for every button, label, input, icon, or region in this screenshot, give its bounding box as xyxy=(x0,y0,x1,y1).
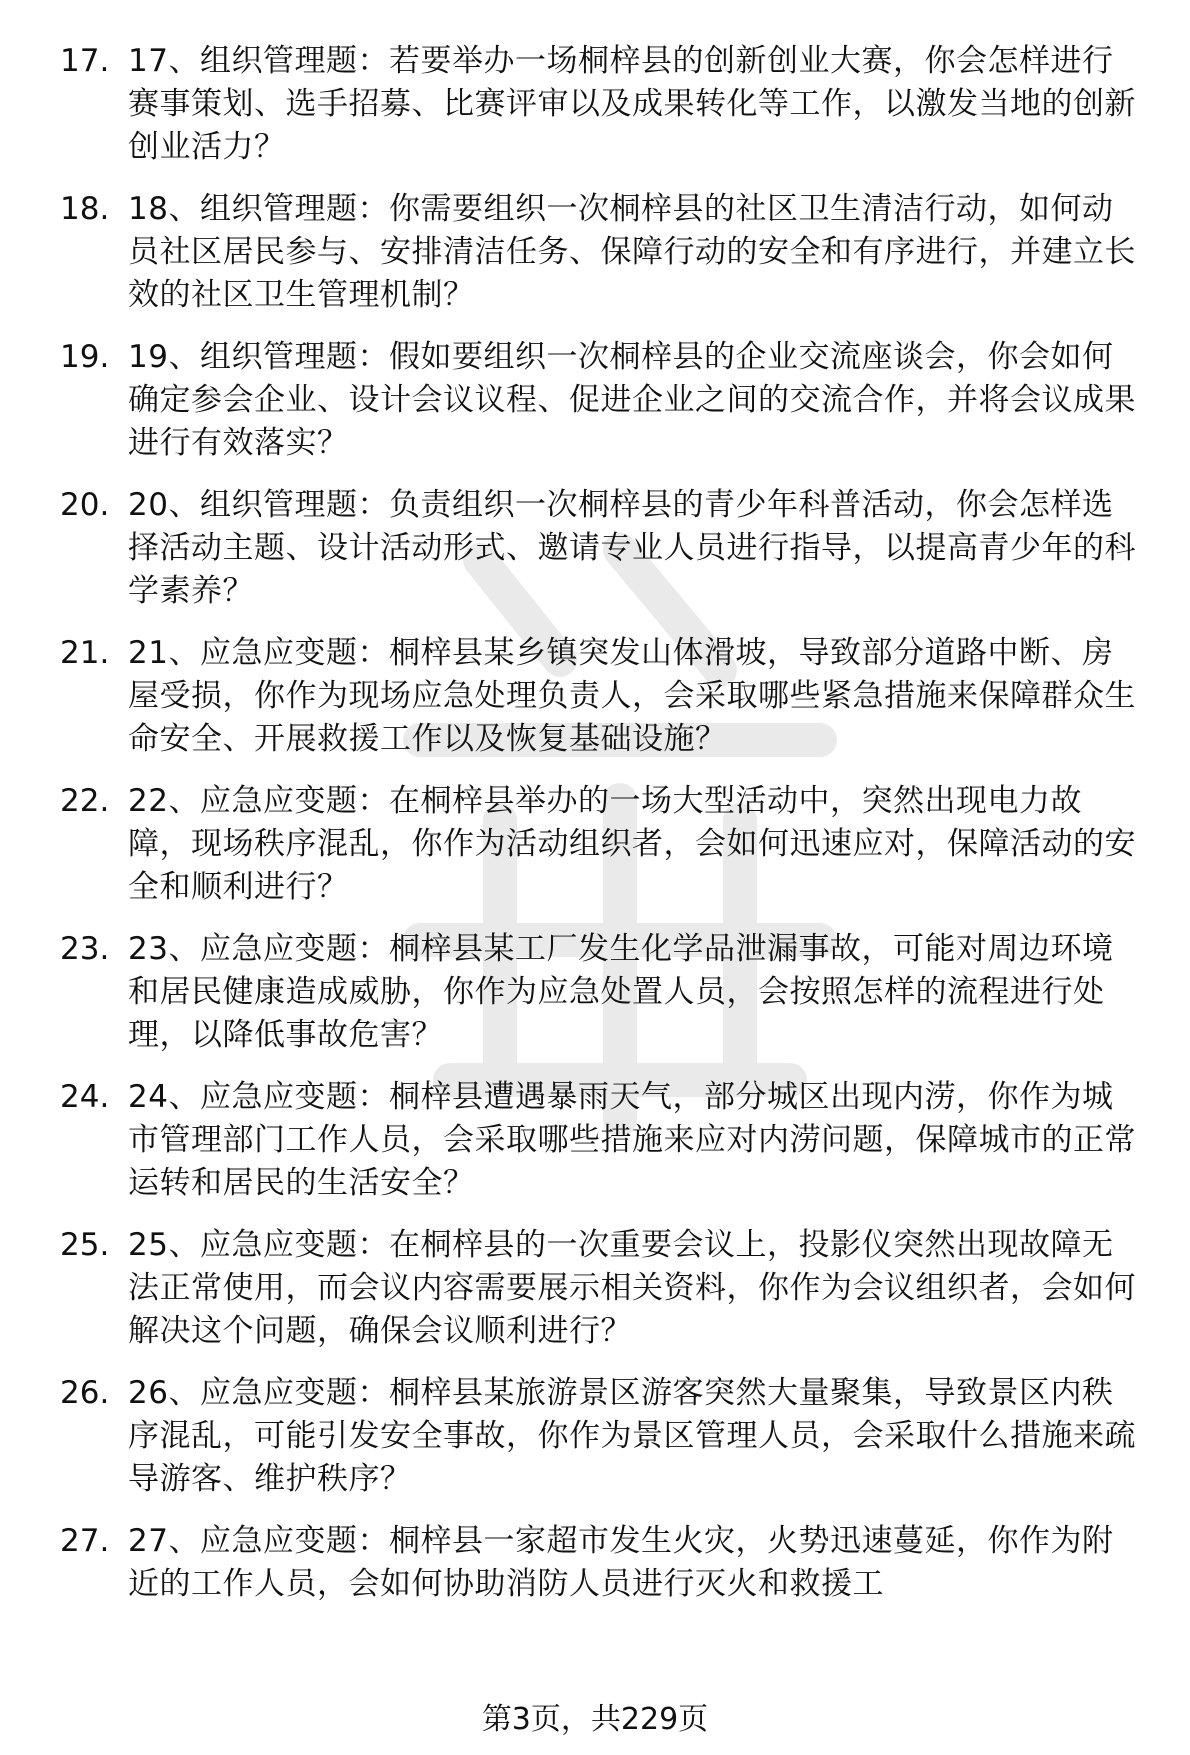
question-number: 24. xyxy=(60,1079,110,1115)
question-text: 24、应急应变题：桐梓县遭遇暴雨天气，部分城区出现内涝，你作为城市管理部门工作人员，会采取哪些措施来应对内涝问题，保障城市的正常运转和居民的生活安全？ xyxy=(128,1079,1136,1201)
question-number: 27. xyxy=(60,1523,110,1559)
question-number: 20. xyxy=(60,487,110,523)
question-text: 17、组织管理题：若要举办一场桐梓县的创新创业大赛，你会怎样进行赛事策划、选手招募、比赛评审以及成果转化等工作，以激发当地的创新创业活力？ xyxy=(128,43,1136,165)
question-item xyxy=(0,780,1190,909)
question-item xyxy=(0,1520,1190,1606)
question-number: 22. xyxy=(60,783,110,819)
page-number-footer: 第3页，共229页 xyxy=(481,1702,709,1737)
question-number: 23. xyxy=(60,931,110,967)
question-text: 27、应急应变题：桐梓县一家超市发生火灾，火势迅速蔓延，你作为附近的工作人员，会如何协助消防人员进行灭火和救援工 xyxy=(128,1523,1114,1602)
question-item xyxy=(0,1224,1190,1353)
question-item xyxy=(0,484,1190,613)
question-text: 20、组织管理题：负责组织一次桐梓县的青少年科普活动，你会怎样选择活动主题、设计活动形式、邀请专业人员进行指导，以提高青少年的科学素养？ xyxy=(128,487,1136,609)
question-text: 25、应急应变题：在桐梓县的一次重要会议上，投影仪突然出现故障无法正常使用，而会议内容需要展示相关资料，你作为会议组织者，会如何解决这个问题，确保会议顺利进行？ xyxy=(128,1227,1136,1349)
question-text: 23、应急应变题：桐梓县某工厂发生化学品泄漏事故，可能对周边环境和居民健康造成威胁，你作为应急处置人员，会按照怎样的流程进行处理，以降低事故危害？ xyxy=(128,931,1114,1053)
question-text: 19、组织管理题：假如要组织一次桐梓县的企业交流座谈会，你会如何确定参会企业、设计会议议程、促进企业之间的交流合作，并将会议成果进行有效落实？ xyxy=(128,339,1136,461)
question-number: 26. xyxy=(60,1375,110,1411)
question-item xyxy=(0,1372,1190,1501)
question-number: 25. xyxy=(60,1227,110,1263)
question-list xyxy=(0,40,1190,1625)
question-item xyxy=(0,188,1190,317)
question-number: 19. xyxy=(60,339,110,375)
question-text: 26、应急应变题：桐梓县某旅游景区游客突然大量聚集，导致景区内秩序混乱，可能引发安全事故，你作为景区管理人员，会采取什么措施来疏导游客、维护秩序？ xyxy=(128,1375,1136,1497)
question-text: 21、应急应变题：桐梓县某乡镇突发山体滑坡，导致部分道路中断、房屋受损，你作为现场应急处理负责人，会采取哪些紧急措施来保障群众生命安全、开展救援工作以及恢复基础设施？ xyxy=(128,635,1136,757)
question-item xyxy=(0,1076,1190,1205)
question-text: 22、应急应变题：在桐梓县举办的一场大型活动中，突然出现电力故障，现场秩序混乱，你作为活动组织者，会如何迅速应对，保障活动的安全和顺利进行？ xyxy=(128,783,1136,905)
question-number: 18. xyxy=(60,191,110,227)
question-item xyxy=(0,928,1190,1057)
question-item xyxy=(0,40,1190,169)
question-number: 21. xyxy=(60,635,110,671)
question-number: 17. xyxy=(60,43,110,79)
question-item xyxy=(0,632,1190,761)
question-item xyxy=(0,336,1190,465)
question-text: 18、组织管理题：你需要组织一次桐梓县的社区卫生清洁行动，如何动员社区居民参与、安排清洁任务、保障行动的安全和有序进行，并建立长效的社区卫生管理机制？ xyxy=(128,191,1136,313)
